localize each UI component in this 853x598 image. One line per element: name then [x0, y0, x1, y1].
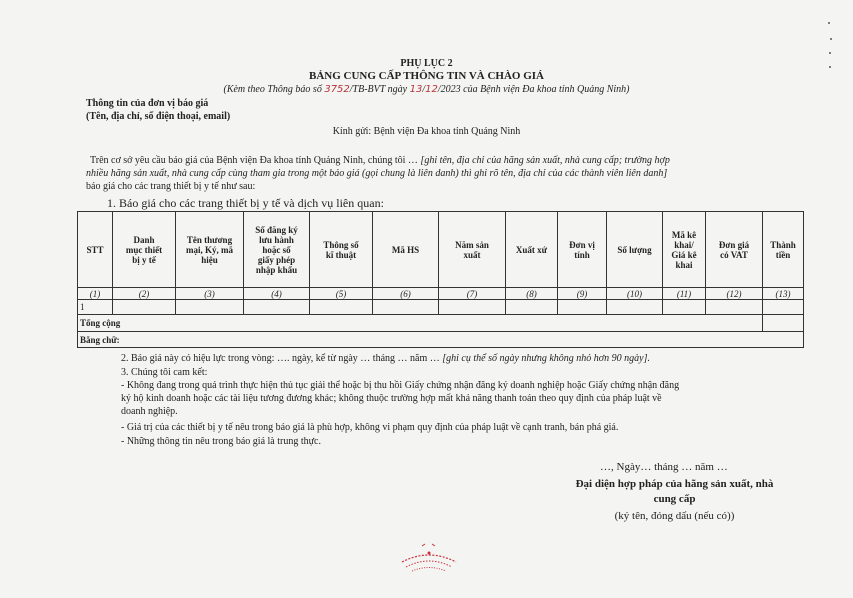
appendix-label: PHỤ LỤC 2: [400, 58, 453, 69]
column-header-line: hoặc số: [262, 244, 291, 255]
column-header: [78, 212, 113, 288]
total-value: [763, 315, 804, 332]
column-header: [706, 212, 763, 288]
column-number: (1): [78, 288, 113, 300]
column-header-line: Mã HS: [391, 244, 420, 255]
table-cell: [763, 300, 804, 315]
handwritten-number: 3752: [324, 84, 350, 95]
column-header-line: khai/: [674, 239, 694, 250]
intro-line-3: báo giá cho các trang thiết bị y tế như sau:: [86, 181, 256, 192]
table-cell: [663, 300, 706, 315]
column-number: (7): [439, 288, 506, 300]
column-number: (4): [244, 288, 310, 300]
commitment-1-line-3: doanh nghiệp.: [121, 406, 178, 417]
intro-line-1: Trên cơ sở yêu cầu báo giá của Bệnh viện Đa khoa tỉnh Quảng Ninh, chúng tôi … [ghi tên, địa chỉ của hãng sản xuất, nhà cung cấp; trường hợp: [90, 155, 670, 166]
total-label: Tổng cộng: [78, 315, 763, 332]
column-header-line: Thành: [770, 239, 796, 250]
table-cell: [310, 300, 373, 315]
column-header-line: Mã kê: [671, 229, 697, 240]
unit-info-title: Thông tin của đơn vị báo giá: [86, 98, 209, 109]
column-header: [663, 212, 706, 288]
document-title: BẢNG CUNG CẤP THÔNG TIN VÀ CHÀO GIÁ: [308, 70, 544, 82]
column-header-line: Đơn giá: [718, 239, 750, 250]
column-header: [607, 212, 663, 288]
commitment-3: - Những thông tin nêu trong báo giá là trung thực.: [121, 436, 321, 447]
table-cell: [506, 300, 558, 315]
table-cell: [607, 300, 663, 315]
document-subtitle: (Kèm theo Thông báo số 3752/TB-BVT ngày 13/12/2023 của Bệnh viện Đa khoa tỉnh Quảng Ninh): [223, 84, 630, 95]
handwritten-month: 12: [425, 84, 438, 95]
scan-mark: [830, 38, 832, 40]
column-header-line: Tên thương: [186, 234, 233, 245]
column-number: (9): [558, 288, 607, 300]
table-header-row: [78, 212, 804, 288]
column-header: [558, 212, 607, 288]
signature-date: …, Ngày… tháng … năm …: [600, 461, 728, 473]
column-header: [176, 212, 244, 288]
table-cell: [439, 300, 506, 315]
column-number: (12): [706, 288, 763, 300]
column-header-line: hiệu: [201, 254, 218, 265]
table-cell-stt: 1: [78, 300, 113, 315]
handwritten-day: 13: [409, 84, 423, 95]
scan-mark: [829, 52, 831, 54]
intro-line-2: nhiều hãng sản xuất, nhà cung cấp cùng tham gia trong một báo giá (gọi chung là liên danh) thì ghi rõ tên, địa chỉ của các thành viên liên danh]: [86, 168, 668, 179]
representative-line-2: cung cấp: [653, 493, 696, 505]
unit-info-subtitle: (Tên, địa chỉ, số điện thoại, email): [86, 111, 231, 122]
commitment-1-line-2: ký hộ kinh doanh hoặc các tài liệu tương đương khác; không thuộc trường hợp mất khả năng thanh toán theo quy định của pháp luật về: [121, 393, 662, 404]
column-number: (13): [763, 288, 804, 300]
column-header-line: Xuất xứ: [515, 244, 548, 255]
table-cell: [176, 300, 244, 315]
column-number: (10): [607, 288, 663, 300]
representative-line-1: Đại diện hợp pháp của hãng sản xuất, nhà: [575, 478, 774, 490]
column-header-line: Số lượng: [617, 244, 652, 255]
column-header: [763, 212, 804, 288]
commitment-title: 3. Chúng tôi cam kết:: [121, 367, 208, 378]
column-header-line: Đơn vị: [569, 239, 595, 250]
table-words-row: [78, 332, 804, 348]
column-header-line: STT: [86, 244, 104, 255]
quotation-table: [77, 211, 804, 348]
table-cell: [558, 300, 607, 315]
table-total-row: [78, 315, 804, 332]
column-number: (5): [310, 288, 373, 300]
column-header-line: có VAT: [720, 249, 748, 260]
column-header-line: lưu hành: [259, 234, 294, 245]
column-header: [439, 212, 506, 288]
column-header-line: xuất: [463, 249, 481, 260]
column-header-line: Danh: [133, 234, 155, 245]
signature-note: (ký tên, đóng dấu (nếu có)): [614, 510, 735, 522]
table-row: [78, 300, 804, 315]
amount-in-words-label: Bằng chữ:: [78, 332, 804, 348]
column-header: [244, 212, 310, 288]
column-number: (3): [176, 288, 244, 300]
column-number: (2): [113, 288, 176, 300]
commitment-2: - Giá trị của các thiết bị y tế nêu trong báo giá là phù hợp, không vi phạm quy định của pháp luật về cạnh tranh, bán phá giá.: [121, 422, 619, 433]
column-number: (11): [663, 288, 706, 300]
validity-line: 2. Báo giá này có hiệu lực trong vòng: …. ngày, kể từ ngày … tháng … năm … [ghi cụ thể số ngày nhưng không nhỏ hơn 90 ngày].: [121, 353, 650, 364]
scan-mark: [828, 22, 830, 24]
scan-mark: [829, 66, 831, 68]
commitment-1-line-1: - Không đang trong quá trình thực hiện thủ tục giải thể hoặc bị thu hồi Giấy chứng nhận đăng ký doanh nghiệp hoặc Giấy chứng nhận đăng: [121, 380, 680, 391]
column-header: [373, 212, 439, 288]
column-header-line: kĩ thuật: [325, 249, 357, 260]
column-header: [310, 212, 373, 288]
greeting: Kính gửi: Bệnh viện Đa khoa tỉnh Quảng Ninh: [332, 126, 521, 137]
column-header-line: nhập khẩu: [255, 264, 298, 275]
column-header: [113, 212, 176, 288]
table-cell: [373, 300, 439, 315]
column-header-line: Thông số: [323, 239, 359, 250]
section-1-heading: 1. Báo giá cho các trang thiết bị y tế và dịch vụ liên quan:: [107, 196, 384, 210]
column-header-line: Giá kê: [671, 249, 697, 260]
column-header-line: Số đăng ký: [255, 224, 298, 235]
column-header-line: giấy phép: [257, 254, 296, 265]
column-header-line: mại, Ký, mã: [186, 244, 233, 255]
table-cell: [244, 300, 310, 315]
table-cell: [706, 300, 763, 315]
column-number: (8): [506, 288, 558, 300]
column-header-line: Năm sản: [455, 239, 489, 250]
table-cell: [113, 300, 176, 315]
column-header-line: bị y tế: [132, 254, 156, 265]
column-header-line: tính: [574, 249, 590, 260]
red-stamp-icon: [398, 540, 460, 576]
column-header-line: khai: [675, 259, 693, 270]
column-header-line: tiền: [775, 249, 791, 260]
column-header-line: mục thiết: [125, 244, 163, 255]
table-number-row: [78, 288, 804, 300]
column-number: (6): [373, 288, 439, 300]
column-header: [506, 212, 558, 288]
